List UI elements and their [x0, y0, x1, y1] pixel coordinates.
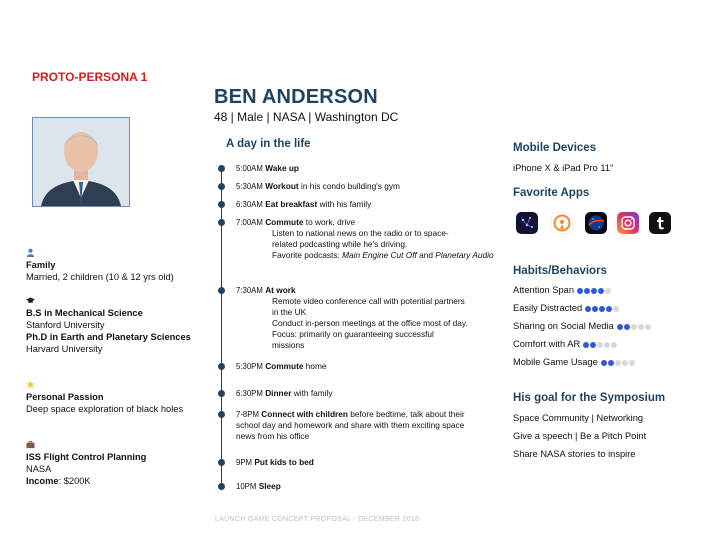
event-dinner [236, 388, 333, 399]
habit-label: Comfort with AR [513, 339, 581, 349]
rating-dot [577, 288, 583, 294]
footer-text: LAUNCH GAME CONCEPT PROPOSAL - DECEMBER 2018 [215, 516, 420, 523]
rating-dot [590, 342, 596, 348]
rating-dot [608, 360, 614, 366]
timeline-line [221, 165, 222, 490]
rating-dot [645, 324, 651, 330]
instagram-app-icon [617, 212, 639, 234]
habit-label: Easily Distracted [513, 303, 583, 313]
event-title: At work [265, 285, 296, 295]
event-title: Put kids to bed [254, 457, 314, 467]
rating-dot [584, 288, 590, 294]
habit-row [513, 357, 636, 368]
rating-dot [638, 324, 644, 330]
timeline-dot [218, 459, 225, 466]
proto-persona-label: PROTO-PERSONA 1 [32, 70, 148, 84]
event-title: Wake up [265, 163, 299, 173]
rating-dot [601, 360, 607, 366]
event-text: with family [291, 388, 333, 398]
rating-dot [631, 324, 637, 330]
event-time: 10PM [236, 482, 257, 491]
goal-item: Space Community | Networking [513, 413, 644, 423]
timeline-dot [218, 287, 225, 294]
rating-dot [617, 324, 623, 330]
habit-label: Mobile Game Usage [513, 357, 598, 367]
event-title: Dinner [265, 388, 292, 398]
habit-label: Attention Span [513, 285, 574, 295]
event-title: Eat breakfast [265, 199, 318, 209]
edu2-school: Harvard University [26, 344, 103, 354]
education-block [26, 296, 196, 355]
habit-rating [585, 304, 620, 314]
event-at-work [236, 285, 468, 351]
event-workout [236, 181, 400, 192]
rating-dot [583, 342, 589, 348]
income-value: : $200K [58, 476, 91, 486]
rating-dot [605, 288, 611, 294]
edu1-title: B.S in Mechanical Science [26, 308, 143, 318]
event-detail: Listen to national news on the radio or to space- [272, 228, 449, 238]
event-time: 9PM [236, 458, 253, 467]
event-detail: news from his office [236, 431, 310, 441]
edu2-title: Ph.D in Earth and Planetary Sciences [26, 332, 191, 342]
habit-row [513, 339, 618, 350]
rating-dot [585, 306, 591, 312]
portrait-image [33, 118, 129, 206]
event-time: 6:30AM [236, 200, 263, 209]
rating-dot [615, 360, 621, 366]
rating-dot [606, 306, 612, 312]
event-detail: Focus: primarily on guaranteeing successful [272, 329, 434, 339]
rating-dot [624, 324, 630, 330]
event-detail: Favorite podcasts: [272, 250, 343, 260]
briefcase-icon [26, 440, 35, 449]
star-icon [26, 380, 35, 389]
event-detail: Remote video conference call with potential partners [272, 296, 465, 306]
podcast-name: Main Engine Cut Off [342, 250, 417, 260]
passion-text: Deep space exploration of black holes [26, 404, 184, 414]
timeline-dot [218, 411, 225, 418]
event-detail: in the UK [272, 307, 307, 317]
nasa-app-icon [585, 212, 607, 234]
tumblr-app-icon [649, 212, 671, 234]
goal-item: Give a speech | Be a Pitch Point [513, 431, 647, 441]
rating-dot [598, 288, 604, 294]
rating-dot [613, 306, 619, 312]
event-wake-up [236, 163, 299, 174]
passion-block [26, 380, 196, 415]
devices-text: iPhone X & iPad Pro 11" [513, 163, 614, 173]
event-sleep [236, 481, 281, 492]
event-time: 5:30PM [236, 362, 263, 371]
timeline-dot [218, 483, 225, 490]
habits-title: Habits/Behaviors [513, 265, 607, 277]
event-kids-bed [236, 457, 314, 468]
timeline-dot [218, 201, 225, 208]
goal-item: Share NASA stories to inspire [513, 449, 636, 459]
event-connect-children [236, 409, 465, 442]
income-label: Income [26, 476, 59, 486]
apps-title: Favorite Apps [513, 187, 590, 199]
edu1-school: Stanford University [26, 320, 105, 330]
event-commute [236, 217, 494, 261]
podcast-name: Planetary Audio [435, 250, 494, 260]
habit-label: Sharing on Social Media [513, 321, 614, 331]
event-text: before bedtime, talk about their [347, 409, 465, 419]
event-detail: Conduct in-person meetings at the office most of day. [272, 318, 468, 328]
event-title: Sleep [258, 481, 281, 491]
habit-rating [577, 286, 612, 296]
persona-photo [32, 117, 130, 207]
family-block [26, 248, 174, 283]
event-title: Commute [265, 361, 304, 371]
rating-dot [611, 342, 617, 348]
timeline-dot [218, 165, 225, 172]
person-icon [26, 248, 35, 257]
event-time: 7:00AM [236, 218, 263, 227]
day-in-life-title: A day in the life [226, 138, 311, 150]
rating-dot [622, 360, 628, 366]
goal-title: His goal for the Symposium [513, 392, 666, 404]
rating-dot [599, 306, 605, 312]
family-text: Married, 2 children (10 & 12 yrs old) [26, 272, 174, 282]
timeline-dot [218, 219, 225, 226]
persona-name: BEN ANDERSON [214, 86, 378, 108]
habit-rating [617, 322, 652, 332]
event-detail: related podcasting while he's driving. [272, 239, 408, 249]
event-time: 6:30PM [236, 389, 263, 398]
event-text: home [303, 361, 327, 371]
event-detail: school day and homework and share with them exciting space [236, 420, 465, 430]
event-time: 7:30AM [236, 286, 263, 295]
timeline-dot [218, 390, 225, 397]
graduation-cap-icon [26, 296, 35, 305]
habit-row [513, 303, 620, 314]
family-title: Family [26, 260, 56, 270]
passion-title: Personal Passion [26, 392, 104, 402]
timeline-dot [218, 183, 225, 190]
habit-row [513, 285, 612, 296]
devices-title: Mobile Devices [513, 142, 597, 154]
rating-dot [597, 342, 603, 348]
event-detail: and [416, 250, 436, 260]
event-commute-home [236, 361, 327, 372]
event-title: Commute [265, 217, 304, 227]
event-time: 5:00AM [236, 164, 263, 173]
event-text: to work, drive [303, 217, 356, 227]
habit-rating [583, 340, 618, 350]
event-title: Workout [265, 181, 299, 191]
habit-row [513, 321, 652, 332]
event-text: with his family [317, 199, 372, 209]
rating-dot [604, 342, 610, 348]
event-detail: missions [272, 340, 305, 350]
rating-dot [591, 288, 597, 294]
overcast-app-icon [551, 212, 573, 234]
timeline-dot [218, 363, 225, 370]
job-block [26, 440, 196, 487]
habit-rating [601, 358, 636, 368]
event-breakfast [236, 199, 371, 210]
persona-subtitle: 48 | Male | NASA | Washington DC [214, 110, 399, 124]
event-time: 5:30AM [236, 182, 263, 191]
event-text: in his condo building's gym [298, 181, 400, 191]
starmap-app-icon [516, 212, 538, 234]
job-org: NASA [26, 464, 52, 474]
event-time: 7-8PM [236, 410, 259, 419]
job-title: ISS Flight Control Planning [26, 452, 147, 462]
event-title: Connect with children [261, 409, 348, 419]
rating-dot [592, 306, 598, 312]
rating-dot [629, 360, 635, 366]
